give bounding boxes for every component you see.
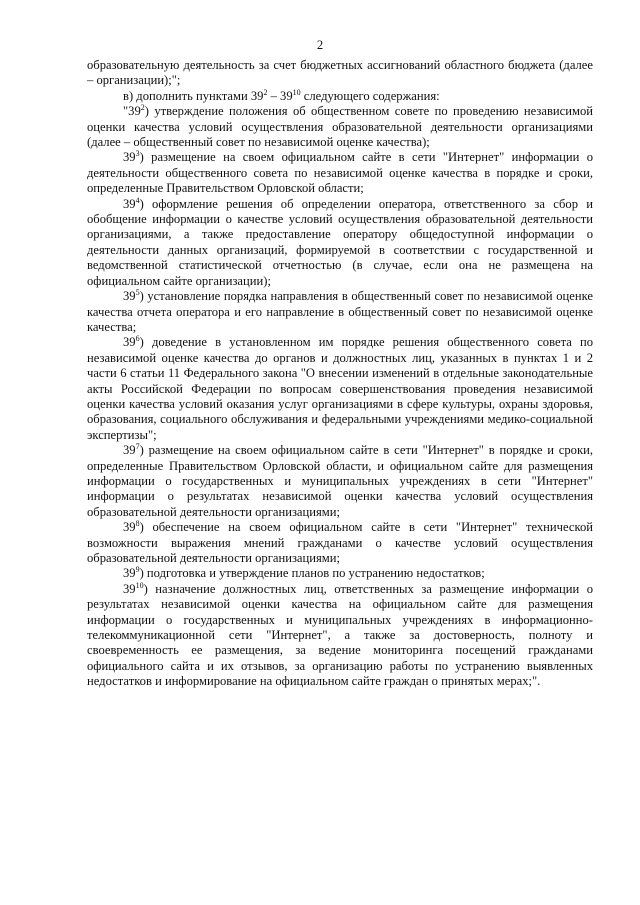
text-run: ) утверждение положения об общественном совете по проведению независимой оценки качества условий осуществления образовательной деятельности организациями (далее – общественный совет по независимой оценке качества); (87, 104, 593, 150)
paragraph-continuation (87, 58, 593, 89)
superscript: 6 (135, 334, 140, 344)
superscript: 10 (135, 580, 144, 590)
page-number: 2 (316, 38, 324, 52)
text-run: ) установление порядка направления в общественный совет по независимой оценке качества отчета оператора и его направление в общественный совет по независимой оценке качества; (87, 289, 593, 334)
text-run: 39 (123, 289, 136, 304)
text-run: образовательную деятельность за счет бюджетных ассигнований областного бюджета (далее – организации);"; (87, 58, 593, 88)
superscript: 10 (292, 87, 301, 97)
paragraph-39-7 (87, 443, 593, 520)
text-run: 39 (123, 566, 136, 581)
superscript: 9 (135, 565, 140, 575)
superscript: 4 (135, 195, 140, 205)
paragraph-39-3 (87, 150, 593, 196)
text-run: 39 (123, 196, 136, 211)
paragraph-39-5 (87, 289, 593, 335)
text-run: ) размещение на своем официальном сайте в сети "Интернет" информации о деятельности общественного совета по независимой оценке качества в порядке и сроки, определенные Правительством Орловской области; (87, 150, 593, 196)
paragraph-39-4 (87, 197, 593, 289)
text-run: 39 (123, 581, 136, 596)
text-run: 39 (123, 150, 136, 165)
text-run: ) подготовка и утверждение планов по устранению недостатков; (139, 566, 485, 581)
text-run: ) назначение должностных лиц, ответственных за размещение информации о результатах независимой оценки качества на официальном сайте для размещения информации о государственных и муниципальных учреждениях в информационно-телекоммуникационной сети "Интернет", а также за достоверность, полноту и своевременность ее размещения, за ведение мониторинга посещений гражданами официального сайта и их отзывов, за организацию работы по устранению выявленных недостатков и информирование на официальном сайте граждан о принятых мерах;". (87, 581, 593, 689)
paragraph-39-10 (87, 582, 593, 690)
superscript: 2 (263, 87, 268, 97)
text-run: ) размещение на своем официальном сайте в сети "Интернет" в порядке и сроки, определенные Правительством Орловской области, и официальном сайте для размещения информации о государственных и муниципальных учреждениях в сети "Интернет" информации о результатах независимой оценки качества условий осуществления образовательной деятельности организациями; (87, 443, 593, 519)
text-run: 39 (123, 520, 136, 535)
paragraph-39-6 (87, 335, 593, 443)
paragraph-39-8 (87, 520, 593, 566)
text-run: – 39 (267, 88, 293, 103)
superscript: 8 (135, 519, 140, 529)
text-run: 39 (123, 335, 136, 350)
superscript: 7 (135, 442, 140, 452)
text-run: ) обеспечение на своем официальном сайте в сети "Интернет" технической возможности выражения мнений гражданами о качестве условий осуществления образовательной деятельности организациями; (87, 520, 593, 565)
text-run: ) доведение в установленном им порядке решения общественного совета по независимой оценке качества до органов и должностных лиц, указанных в пунктах 1 и 2 части 6 статьи 11 Федерального закона "О внесении изменений в отдельные законодательные акты Российской Федерации по вопросам совершенствования проведения независимой оценки качества условий оказания услуг организациями в сфере культуры, охраны здоровья, образования, социального обслуживания и федеральными учреждениями медико-социальной экспертизы"; (87, 335, 593, 442)
paragraph-intro (87, 89, 593, 104)
text-run: следующего содержания: (300, 88, 440, 103)
text-run: 39 (123, 443, 136, 458)
document-body (87, 58, 593, 690)
paragraph-39-9 (87, 566, 593, 581)
paragraph-39-2 (87, 104, 593, 150)
text-run: "39 (123, 104, 141, 119)
superscript: 2 (140, 103, 145, 113)
text-run: ) оформление решения об определении оператора, ответственного за сбор и обобщение информации о качестве условий осуществления образовательной деятельности организациями, а также предоставление оператору общедоступной информации о деятельности данных организаций, формируемой в соответствии с государственной и ведомственной статистической отчетностью (в случае, если она не размещена на официальном сайте организации); (87, 196, 593, 288)
text-run: в) дополнить пунктами 39 (123, 88, 264, 103)
superscript: 5 (135, 288, 140, 298)
superscript: 3 (135, 149, 140, 159)
